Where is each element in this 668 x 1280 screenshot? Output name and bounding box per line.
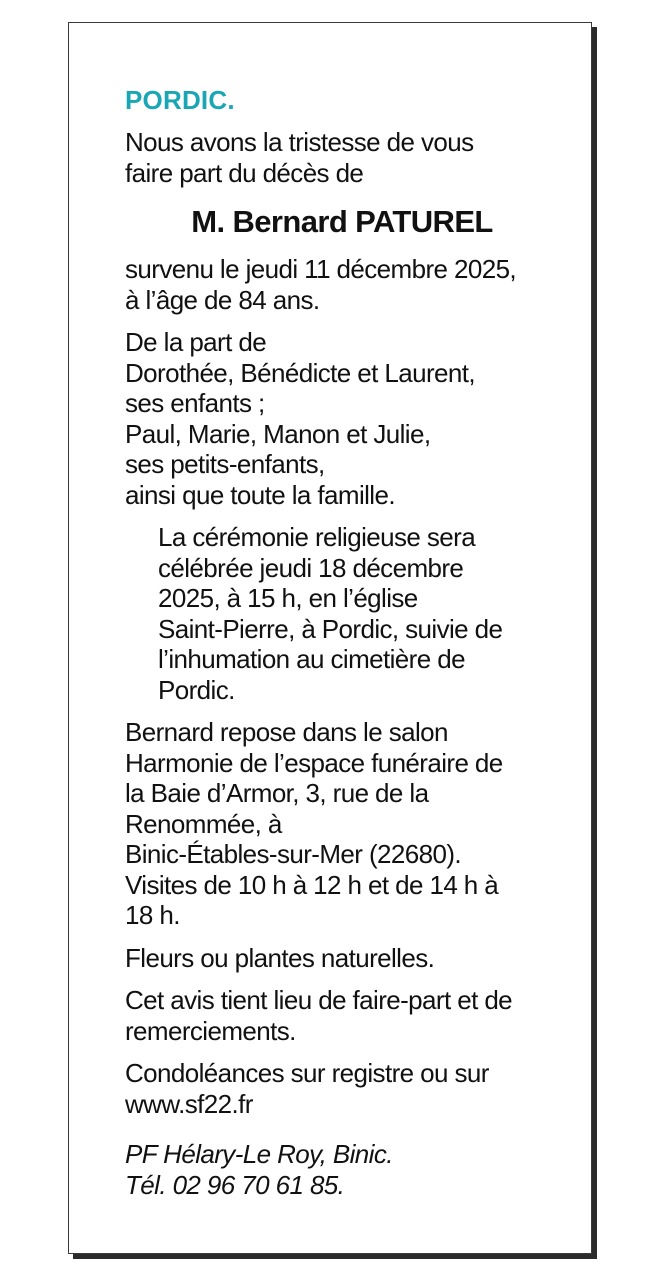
ceremony-line: 2025, à 15 h, en l’église (158, 583, 418, 613)
funeral-home-contact (125, 1139, 565, 1200)
ceremony-line: La cérémonie religieuse sera (158, 522, 476, 552)
family-line: De la part de (125, 327, 267, 357)
ceremony-details (125, 522, 565, 705)
family-line: Paul, Marie, Manon et Julie, (125, 418, 431, 449)
obituary-notice (68, 22, 592, 1254)
rest-line: Visites de 10 h à 12 h et de 14 h à (125, 869, 499, 900)
death-details (125, 254, 565, 315)
family-line: ainsi que toute la famille. (125, 479, 395, 510)
condolences-note (125, 1058, 565, 1119)
family-line: ses enfants ; (125, 388, 265, 418)
flowers-note: Fleurs ou plantes naturelles. (125, 942, 435, 973)
ceremony-line: l’inhumation au cimetière de (158, 644, 465, 674)
notice-content (125, 85, 565, 1200)
rest-line: Bernard repose dans le salon (125, 717, 448, 747)
death-line: à l’âge de 84 ans. (125, 284, 320, 315)
town-heading: PORDIC. (125, 85, 235, 115)
intro-line: Nous avons la tristesse de vous (125, 127, 474, 157)
family-line: ses petits-enfants, (125, 449, 325, 479)
funeral-home-name: PF Hélary-Le Roy, Binic. (125, 1139, 393, 1169)
family-list (125, 327, 565, 510)
ceremony-line: célébrée jeudi 18 décembre (158, 552, 464, 583)
rest-line: Harmonie de l’espace funéraire de (125, 747, 503, 778)
condolences-website[interactable]: www.sf22.fr (125, 1088, 253, 1119)
deceased-name: M. Bernard PATUREL (191, 204, 493, 239)
faire-part-note (125, 985, 565, 1046)
condolences-line: Condoléances sur registre ou sur (125, 1058, 489, 1088)
family-line: Dorothée, Bénédicte et Laurent, (125, 357, 475, 388)
faire-part-line: remerciements. (125, 1015, 296, 1046)
rest-line: 18 h. (125, 900, 180, 930)
death-line: survenu le jeudi 11 décembre 2025, (125, 254, 517, 284)
resting-place (125, 717, 565, 931)
rest-line: Renommée, à (125, 808, 282, 839)
ceremony-line: Pordic. (158, 674, 235, 705)
rest-line: Binic-Étables-sur-Mer (22680). (125, 839, 462, 869)
rest-line: la Baie d’Armor, 3, rue de la (125, 778, 429, 808)
faire-part-line: Cet avis tient lieu de faire-part et de (125, 985, 513, 1015)
intro-line: faire part du décès de (125, 157, 364, 188)
ceremony-line: Saint-Pierre, à Pordic, suivie de (158, 613, 503, 644)
intro-text (125, 127, 565, 188)
funeral-home-phone: Tél. 02 96 70 61 85. (125, 1169, 345, 1200)
